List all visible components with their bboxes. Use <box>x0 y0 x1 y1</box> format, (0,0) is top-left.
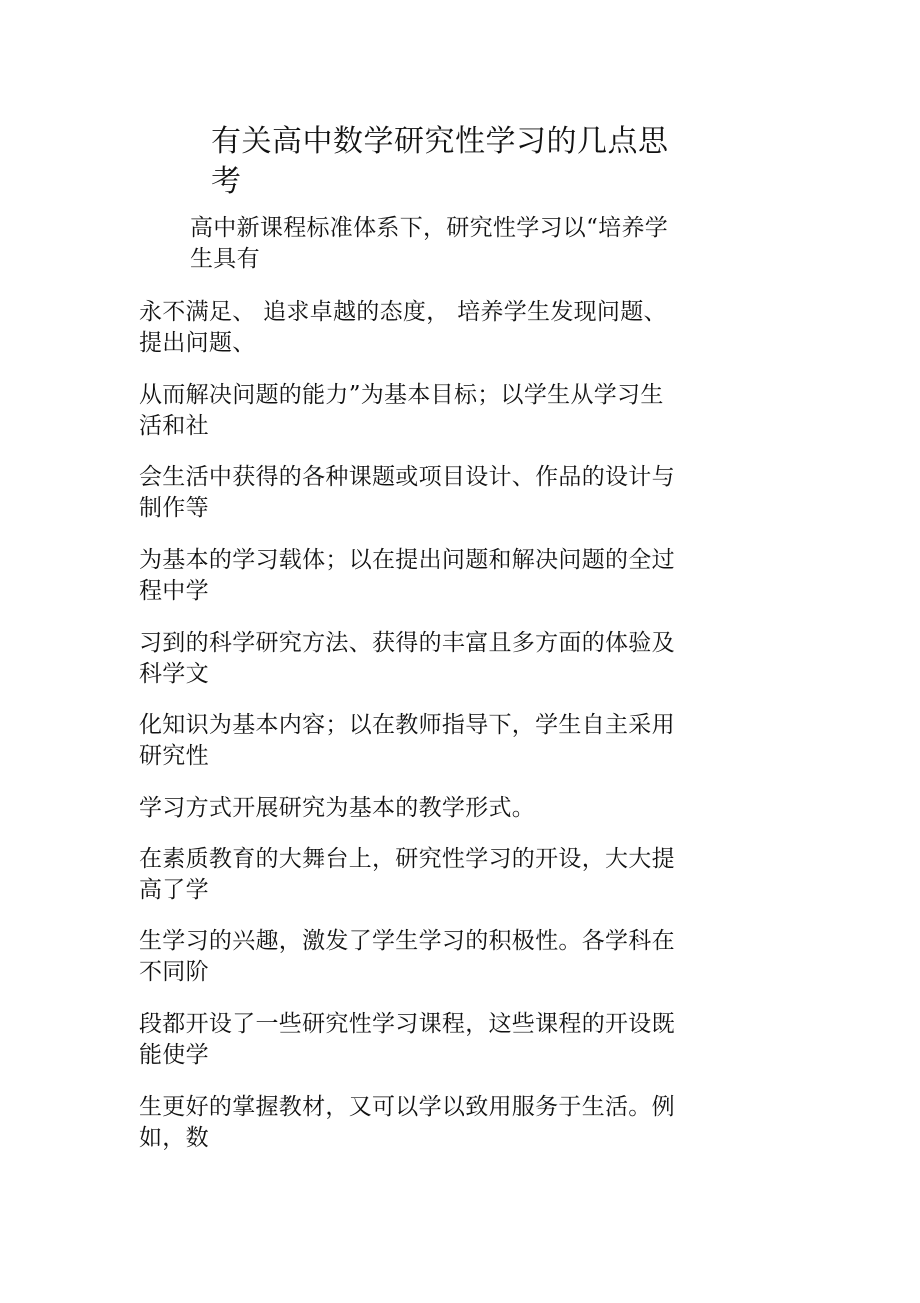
paragraph-line: 在素质教育的大舞台上，研究性学习的开设，大大提 <box>139 846 675 872</box>
paragraph <box>139 1009 699 1071</box>
paragraph-line: 会生活中获得的各种课题或项目设计、作品的设计与 <box>139 464 675 490</box>
paragraph-line: 学习方式开展研究为基本的教学形式。 <box>139 795 536 821</box>
paragraph-line: 活和社 <box>139 413 209 439</box>
title-line: 考 <box>211 164 242 199</box>
paragraph-line: 为基本的学习载体；以在提出问题和解决问题的全过 <box>139 547 675 573</box>
paragraph-line: 提出问题、 <box>139 330 256 356</box>
paragraph <box>139 380 699 442</box>
paragraph-line: 不同阶 <box>139 959 209 985</box>
paragraph <box>139 545 699 607</box>
paragraph-line: 生更好的掌握教材，又可以学以致用服务于生活。例 <box>139 1094 675 1120</box>
title-line: 有关高中数学研究性学习的几点思 <box>211 124 669 159</box>
paragraph-line: 高中新课程标准体系下，研究性学习以“培养学 <box>190 215 669 241</box>
paragraph-line: 化知识为基本内容；以在教师指导下，学生自主采用 <box>139 712 675 738</box>
paragraph <box>139 710 699 772</box>
paragraph-line: 从而解决问题的能力”为基本目标；以学生从学习生 <box>139 382 664 408</box>
paragraph <box>139 844 699 906</box>
paragraph-line: 制作等 <box>139 495 209 521</box>
paragraph <box>139 926 699 988</box>
paragraph-line: 高了学 <box>139 877 209 903</box>
paragraph-line: 段都开设了一些研究性学习课程，这些课程的开设既 <box>139 1011 675 1037</box>
paragraph <box>190 213 710 275</box>
paragraph-line: 科学文 <box>139 661 209 687</box>
paragraph <box>139 793 699 824</box>
paragraph <box>139 628 699 690</box>
paragraph-line: 程中学 <box>139 578 209 604</box>
paragraph <box>139 297 699 359</box>
paragraph-line: 生学习的兴趣，激发了学生学习的积极性。各学科在 <box>139 928 675 954</box>
paragraph <box>139 462 699 524</box>
paragraph-line: 生具有 <box>190 246 260 272</box>
paragraph-line: 研究性 <box>139 743 209 769</box>
paragraph-line: 永不满足、 追求卓越的态度， 培养学生发现问题、 <box>139 299 667 325</box>
paragraph-line: 能使学 <box>139 1042 209 1068</box>
document-title <box>211 122 691 202</box>
paragraph-line: 如，数 <box>139 1125 209 1151</box>
paragraph <box>139 1092 699 1154</box>
paragraph-line: 习到的科学研究方法、获得的丰富且多方面的体验及 <box>139 630 675 656</box>
